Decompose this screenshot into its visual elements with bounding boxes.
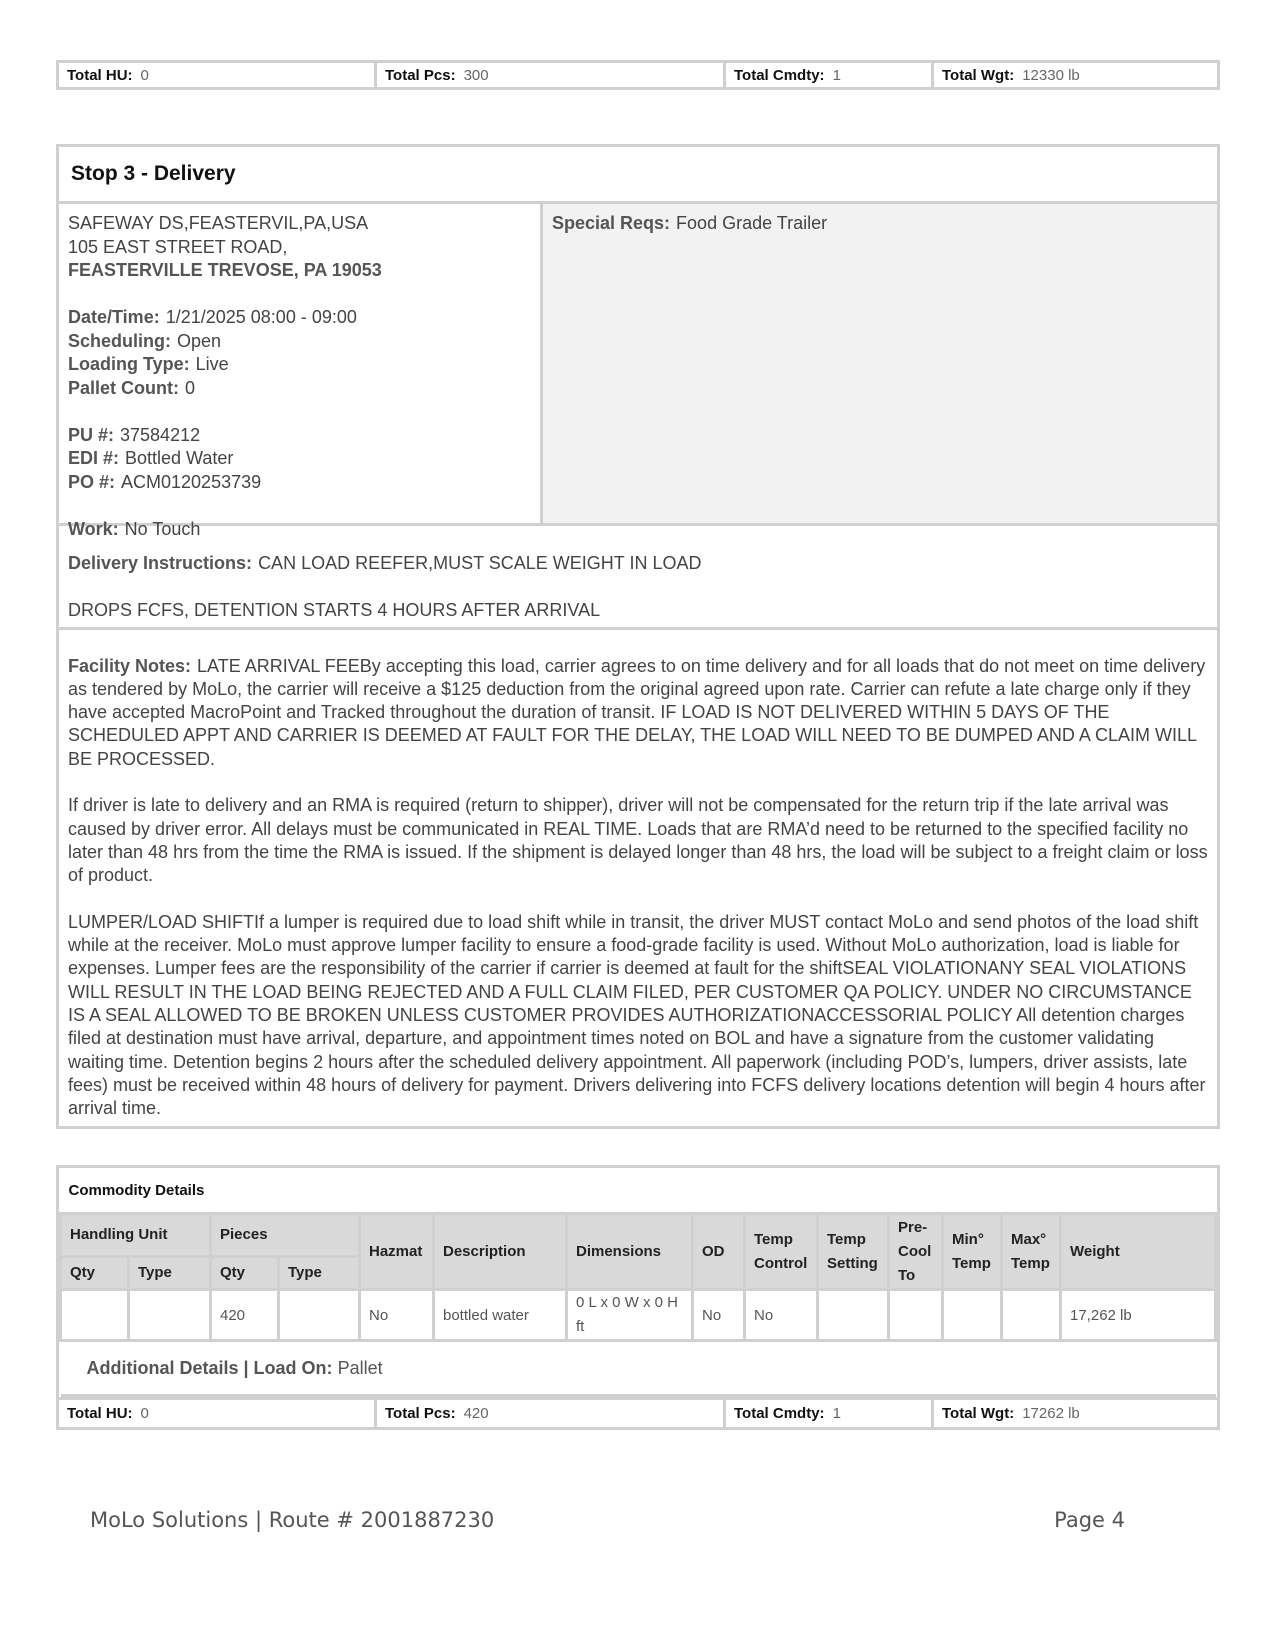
cell-hu-qty	[61, 1290, 129, 1341]
address-line-2: 105 EAST STREET ROAD,	[68, 236, 288, 257]
total-pcs: Total Pcs: 300	[374, 63, 723, 87]
header-min-temp: Min° Temp	[943, 1214, 1002, 1290]
work-row: Work: No Touch	[68, 518, 201, 539]
delivery-instructions: Delivery Instructions: CAN LOAD REEFER,MUST SCALE WEIGHT IN LOAD DROPS FCFS, DETENTION STARTS 4 HOURS AFTER ARRIVAL	[59, 526, 1217, 630]
header-hu-type: Type	[129, 1257, 211, 1290]
cell-od: No	[693, 1290, 745, 1341]
header-precool: Pre-Cool To	[889, 1214, 943, 1290]
pu-row: PU #: 37584212	[68, 424, 201, 445]
total-wgt: Total Wgt: 17262 lb	[931, 1400, 1217, 1427]
cell-dimensions: 0 L x 0 W x 0 H ft	[567, 1290, 693, 1341]
commodity-title: Commodity Details	[61, 1168, 1216, 1214]
datetime-row: Date/Time: 1/21/2025 08:00 - 09:00	[68, 307, 357, 327]
header-handling-unit: Handling Unit	[61, 1214, 211, 1257]
special-requirements: Special Reqs: Food Grade Trailer	[543, 204, 1217, 523]
pallet-count-row: Pallet Count: 0	[68, 377, 196, 398]
stop-details	[59, 204, 543, 539]
address-line-3: FEASTERVILLE TREVOSE, PA 19053	[68, 260, 382, 280]
cell-precool	[889, 1290, 943, 1341]
header-max-temp: Max° Temp	[1002, 1214, 1061, 1290]
footer-page-number: Page 4	[1054, 1508, 1125, 1532]
header-pcs-qty: Qty	[211, 1257, 279, 1290]
cell-temp-control: No	[745, 1290, 818, 1341]
loading-type-row: Loading Type: Live	[68, 354, 229, 374]
header-temp-setting: Temp Setting	[818, 1214, 889, 1290]
cell-max-temp	[1002, 1290, 1061, 1341]
footer-route: MoLo Solutions | Route # 2001887230	[90, 1508, 495, 1532]
total-hu: Total HU: 0	[67, 1405, 149, 1422]
stop-title: Stop 3 - Delivery	[59, 147, 1217, 204]
scheduling-row: Scheduling: Open	[68, 330, 222, 351]
cell-weight: 17,262 lb	[1061, 1290, 1216, 1341]
cell-hazmat: No	[360, 1290, 434, 1341]
header-pcs-type: Type	[279, 1257, 360, 1290]
header-hu-qty: Qty	[61, 1257, 129, 1290]
cell-temp-setting	[818, 1290, 889, 1341]
top-totals-bar	[56, 60, 1220, 90]
stop-section	[56, 144, 1220, 1129]
header-dimensions: Dimensions	[567, 1214, 693, 1290]
header-od: OD	[693, 1214, 745, 1290]
header-weight: Weight	[1061, 1214, 1216, 1290]
bottom-totals-bar	[56, 1400, 1220, 1430]
header-hazmat: Hazmat	[360, 1214, 434, 1290]
address-line-1: SAFEWAY DS,FEASTERVIL,PA,USA	[68, 213, 369, 233]
total-cmdty: Total Cmdty: 1	[723, 1400, 931, 1427]
total-hu: Total HU: 0	[67, 66, 149, 84]
total-pcs: Total Pcs: 420	[374, 1400, 723, 1427]
additional-details: Additional Details | Load On: Pallet	[61, 1341, 1216, 1396]
total-cmdty: Total Cmdty: 1	[723, 63, 931, 87]
header-temp-control: Temp Control	[745, 1214, 818, 1290]
cell-pcs-qty: 420	[211, 1290, 279, 1341]
cell-min-temp	[943, 1290, 1002, 1341]
edi-row: EDI #: Bottled Water	[68, 448, 234, 468]
header-pieces: Pieces	[211, 1214, 360, 1257]
table-row	[61, 1290, 1216, 1341]
cell-pcs-type	[279, 1290, 360, 1341]
header-description: Description	[434, 1214, 567, 1290]
cell-hu-type	[129, 1290, 211, 1341]
cell-description: bottled water	[434, 1290, 567, 1341]
commodity-details	[56, 1165, 1220, 1430]
po-row: PO #: ACM0120253739	[68, 471, 262, 492]
facility-notes: Facility Notes: LATE ARRIVAL FEEBy accepting this load, carrier agrees to on time delivery and for all loads that do not meet on time delivery as tendered by MoLo, the carrier will receive a $125 deduction from the original agreed upon rate. Carrier can refute a late charge only if they have accepted MacroPoint and Tracked throughout the duration of transit. IF LOAD IS NOT DELIVERED WITHIN 5 DAYS OF THE SCHEDULED APPT AND CARRIER IS DEEMED AT FAULT FOR THE DELAY, THE LOAD WILL NEED TO BE DUMPED AND A CLAIM WILL BE PROCESSED. If driver is late to delivery and an RMA is required (return to shipper), driver will not be compensated for the return trip if the late arrival was caused by driver error. All delays must be communicated in REAL TIME. Loads that are RMA’d need to be returned to the specified facility no later than 48 hrs from the time the RMA is issued. If the shipment is delayed longer than 48 hrs, the load will be subject to a freight claim or loss of product. LUMPER/LOAD SHIFTIf a lumper is required due to load shift while in transit, the driver MUST contact MoLo and send photos of the load shift while at the receiver. MoLo must approve lumper facility to ensure a food-grade facility is used. Without MoLo authorization, load is liable for expenses. Lumper fees are the responsibility of the carrier if carrier is deemed at fault for the shiftSEAL VIOLATIONANY SEAL VIOLATIONS WILL RESULT IN THE LOAD BEING REJECTED AND A FULL CLAIM FILED, PER CUSTOMER QA POLICY. UNDER NO CIRCUMSTANCE IS A SEAL ALLOWED TO BE BROKEN UNLESS CUSTOMER PROVIDES AUTHORIZATIONACCESSORIAL POLICY All detention charges filed at destination must have arrival, departure, and appointment times noted on BOL and have a signature from the customer validating waiting time. Detention begins 2 hours after the scheduled delivery appointment. All paperwork (including POD’s, lumpers, driver assists, late fees) must be received within 48 hours of delivery for payment. Drivers delivering into FCFS delivery locations detention will begin 4 hours after arrival time.	[68, 655, 1208, 1119]
total-wgt: Total Wgt: 12330 lb	[931, 63, 1217, 87]
